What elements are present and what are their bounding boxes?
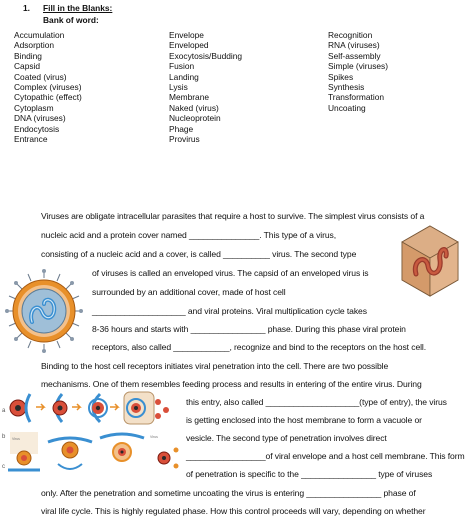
word-bank-item: Cytoplasm bbox=[14, 102, 54, 113]
word-bank-item: Binding bbox=[14, 50, 42, 61]
word-bank-item: Lysis bbox=[169, 82, 188, 93]
word-bank-item: Provirus bbox=[169, 134, 200, 145]
paragraph-line: is getting enclosed into the host membrane to form a vacuole or bbox=[186, 415, 422, 425]
paragraph-line: of penetration is specific to the ________________ type of viruses bbox=[186, 469, 433, 479]
word-bank-item: Adsorption bbox=[14, 40, 55, 51]
paragraph-line: receptors, also called ____________, recognize and bind to the receptors on the host cell. bbox=[92, 342, 427, 352]
fusion-sequence-icon bbox=[0, 428, 182, 484]
paragraph-line: ____________________ and viral proteins. Viral multiplication cycle takes bbox=[92, 306, 367, 316]
paragraph-line: viral life cycle. This is highly regulated phase. How this control proceeds will vary, depending on whether bbox=[41, 506, 426, 516]
question-number: 1. bbox=[23, 3, 30, 13]
svg-text:Virus: Virus bbox=[150, 435, 158, 439]
paragraph-line: nucleic acid and a protein cover named _______________. This type of a virus, bbox=[41, 230, 337, 240]
word-bank-item: Capsid bbox=[14, 61, 41, 72]
word-bank-item: Naked (virus) bbox=[169, 102, 219, 113]
word-bank-item: Entrance bbox=[14, 134, 48, 145]
paragraph-line: _________________of viral envelope and a host cell membrane. This form bbox=[186, 451, 465, 461]
word-bank-item: Recognition bbox=[328, 30, 373, 40]
word-bank-item: Landing bbox=[169, 71, 199, 82]
word-bank-column-1 bbox=[14, 30, 82, 144]
enveloped-virus-icon bbox=[4, 268, 84, 354]
word-bank-item: Uncoating bbox=[328, 102, 366, 113]
word-bank-item: DNA (viruses) bbox=[14, 113, 66, 124]
svg-text:c: c bbox=[2, 464, 5, 470]
paragraph-line: vesicle. The second type of penetration involves direct bbox=[186, 433, 387, 443]
paragraph-line: 8-36 hours and starts with ________________ phase. During this phase viral protein bbox=[92, 324, 406, 334]
question-title: Fill in the Blanks: bbox=[43, 3, 113, 13]
word-bank-item: Envelope bbox=[169, 30, 204, 40]
paragraph-line: mechanisms. One of them resembles feeding process and results in entering of the entire virus. During bbox=[41, 379, 422, 389]
paragraph-line: Viruses are obligate intracellular parasites that require a host to survive. The simplest virus consists of a bbox=[41, 211, 425, 221]
svg-text:b: b bbox=[2, 434, 6, 440]
word-bank-item: Accumulation bbox=[14, 30, 65, 40]
paragraph-line: this entry, also called ____________________(type of entry), the virus bbox=[186, 397, 447, 407]
word-bank-item: Simple (viruses) bbox=[328, 61, 389, 72]
word-bank-item: RNA (viruses) bbox=[328, 40, 380, 51]
paragraph-line: of viruses is called an enveloped virus. The capsid of an enveloped virus is bbox=[92, 268, 369, 278]
svg-text:a: a bbox=[2, 408, 6, 414]
word-bank-column-2 bbox=[169, 30, 242, 144]
paragraph-line: Binding to the host cell receptors initiates viral penetration into the cell. There are two possible bbox=[41, 361, 389, 371]
icosahedral-capsid-icon bbox=[398, 224, 462, 300]
word-bank-item: Spikes bbox=[328, 71, 354, 82]
word-bank-item: Membrane bbox=[169, 92, 210, 103]
word-bank-item: Transformation bbox=[328, 92, 385, 103]
word-bank-item: Enveloped bbox=[169, 40, 209, 51]
word-bank-item: Fusion bbox=[169, 61, 195, 72]
word-bank-item: Cytopathic (effect) bbox=[14, 92, 82, 103]
word-bank-item: Coated (virus) bbox=[14, 71, 67, 82]
endocytosis-sequence-icon bbox=[0, 388, 182, 428]
paragraph-line: only. After the penetration and sometime uncoating the virus is entering ________________ phase of bbox=[41, 488, 416, 498]
word-bank-item: Nucleoprotein bbox=[169, 113, 221, 124]
word-bank-column-3 bbox=[328, 30, 388, 113]
paragraph-line: surrounded by an additional cover, made of host cell bbox=[92, 287, 286, 297]
word-bank-item: Phage bbox=[169, 123, 194, 134]
svg-text:Virus: Virus bbox=[12, 437, 20, 441]
word-bank-item: Endocytosis bbox=[14, 123, 60, 134]
paragraph-line: consisting of a nucleic acid and a cover, is called __________ virus. The second type bbox=[41, 249, 357, 259]
word-bank-item: Complex (viruses) bbox=[14, 82, 82, 93]
word-bank-item: Self-assembly bbox=[328, 50, 381, 61]
word-bank-item: Synthesis bbox=[328, 82, 365, 93]
word-bank-label: Bank of word: bbox=[43, 15, 99, 25]
word-bank-item: Exocytosis/Budding bbox=[169, 50, 243, 61]
